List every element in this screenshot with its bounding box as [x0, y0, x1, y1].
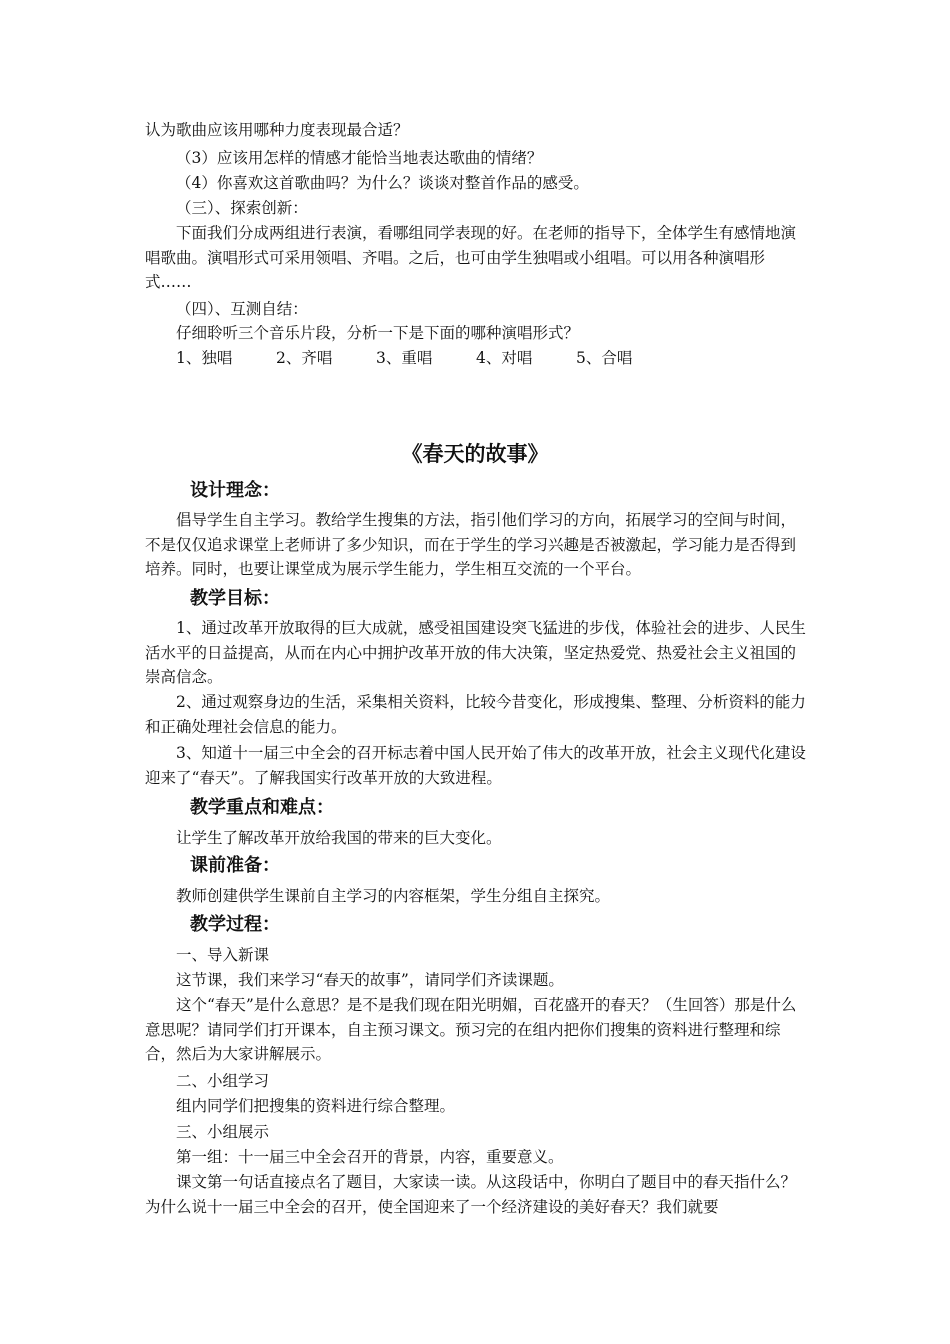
goal-2: 2、通过观察身边的生活，采集相关资料，比较今昔变化，形成搜集、整理、分析资料的能力和正确处理社会信息的能力。	[145, 693, 806, 736]
question-3: （3）应该用怎样的情感才能恰当地表达歌曲的情绪？	[176, 149, 543, 167]
form-item: 4、对唱	[476, 349, 533, 367]
heading-preparation: 课前准备：	[190, 855, 280, 876]
step-1-text-a: 这节课，我们来学习“春天的故事”，请同学们齐读课题。	[176, 971, 564, 989]
paragraph-design: 倡导学生自主学习。教给学生搜集的方法，指引他们学习的方向，拓展学习的空间与时间，不是仅仅追求课堂上老师讲了多少知识，而在于学生的学习兴趣是否被激起，学习能力是否得到培养。同时，也要让课堂成为展示学生能力，学生相互交流的一个平台。	[145, 511, 797, 578]
section-self-test: （四）、互测自结：	[176, 300, 308, 318]
question-4: （4）你喜欢这首歌曲吗？为什么？谈谈对整首作品的感受。	[176, 174, 589, 192]
paragraph-preparation: 教师创建供学生课前自主学习的内容框架，学生分组自主探究。	[176, 887, 611, 905]
step-3-text-a: 第一组：十一届三中全会召开的背景，内容，重要意义。	[176, 1148, 564, 1166]
heading-goals: 教学目标：	[190, 588, 280, 609]
form-item: 3、重唱	[376, 349, 433, 367]
lesson-title: 《春天的故事》	[401, 442, 549, 466]
heading-process: 教学过程：	[190, 914, 280, 935]
step-2-text: 组内同学们把搜集的资料进行综合整理。	[176, 1097, 456, 1115]
step-1-title: 一、导入新课	[176, 946, 270, 964]
paragraph-key-points: 让学生了解改革开放给我国的带来的巨大变化。	[176, 829, 502, 847]
section-explore: （三）、探索创新：	[176, 199, 308, 217]
paragraph-listen: 仔细聆听三个音乐片段，分析一下是下面的哪种演唱形式？	[176, 324, 580, 342]
heading-design: 设计理念：	[190, 480, 280, 501]
step-3-text-b: 课文第一句话直接点名了题目，大家读一读。从这段话中，你明白了题目中的春天指什么？为什么说十一届三中全会的召开，使全国迎来了一个经济建设的美好春天？我们就要	[145, 1173, 797, 1216]
goal-3: 3、知道十一届三中全会的召开标志着中国人民开始了伟大的改革开放，社会主义现代化建设迎来了“春天”。了解我国实行改革开放的大致进程。	[145, 744, 806, 787]
form-item: 5、合唱	[576, 349, 633, 367]
paragraph-performance: 下面我们分成两组进行表演，看哪组同学表现的好。在老师的指导下，全体学生有感情地演唱歌曲。演唱形式可采用领唱、齐唱。之后，也可由学生独唱或小组唱。可以用各种演唱形式……	[145, 224, 797, 291]
singing-forms-list	[176, 346, 676, 371]
step-3-title: 三、小组展示	[176, 1123, 270, 1141]
form-item: 1、独唱	[176, 349, 233, 367]
paragraph-continuation: 认为歌曲应该用哪种力度表现最合适？	[145, 121, 409, 139]
step-1-text-b: 这个“春天”是什么意思？是不是我们现在阳光明媚，百花盛开的春天？（生回答）那是什么意思呢？请同学们打开课本，自主预习课文。预习完的在组内把你们搜集的资料进行整理和综合，然后为大家讲解展示。	[145, 996, 797, 1063]
step-2-title: 二、小组学习	[176, 1072, 270, 1090]
heading-key-points: 教学重点和难点：	[190, 797, 334, 818]
goal-1: 1、通过改革开放取得的巨大成就，感受祖国建设突飞猛进的步伐，体验社会的进步、人民生活水平的日益提高，从而在内心中拥护改革开放的伟大决策，坚定热爱党、热爱社会主义祖国的崇高信念。	[145, 619, 806, 686]
form-item: 2、齐唱	[276, 349, 333, 367]
